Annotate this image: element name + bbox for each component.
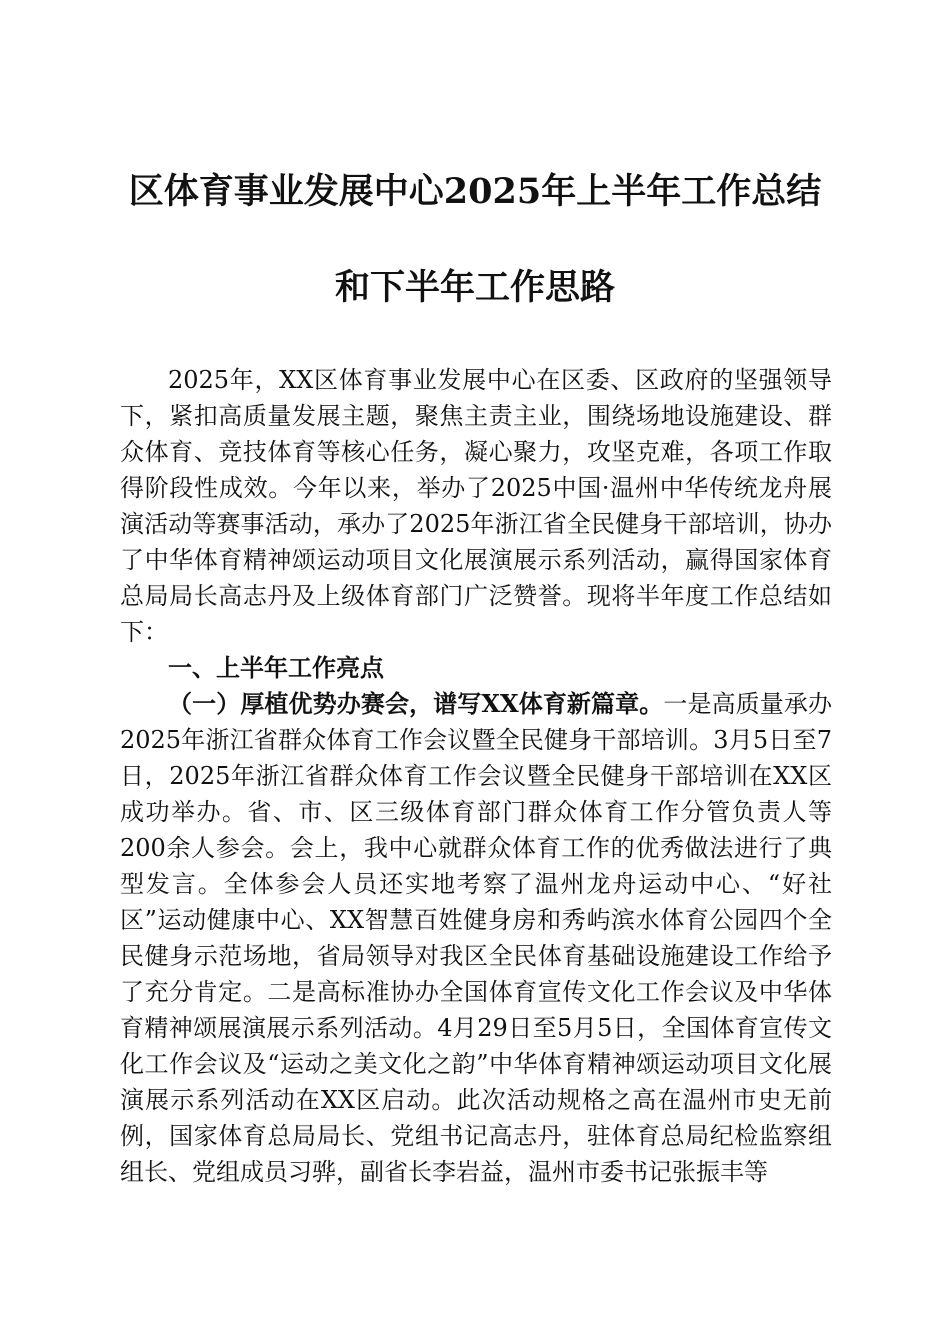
section-heading-1: 一、上半年工作亮点 — [168, 654, 384, 682]
document-body — [120, 362, 832, 1190]
document-title-line-1: 区体育事业发展中心2025年上半年工作总结 — [128, 171, 822, 212]
intro-paragraph: 2025年，XX区体育事业发展中心在区委、区政府的坚强领导下，紧扣高质量发展主题，聚焦主责主业，围绕场地设施建设、群众体育、竞技体育等核心任务，凝心聚力，攻坚克难，各项工作取得阶段性成效。今年以来，举办了2025中国·温州中华传统龙舟展演活动等赛事活动，承办了2025年浙江省全民健身干部培训，协办了中华体育精神颂运动项目文化展演展示系列活动，赢得国家体育总局局长高志丹及上级体育部门广泛赞誉。现将半年度工作总结如下： — [120, 366, 832, 646]
subsection-body-1: 一是高质量承办2025年浙江省群众体育工作会议暨全民健身干部培训。3月5日至7日，2025年浙江省群众体育工作会议暨全民健身干部培训在XX区成功举办。省、市、区三级体育部门群众体育工作分管负责人等200余人参会。会上，我中心就群众体育工作的优秀做法进行了典型发言。全体参会人员还实地考察了温州龙舟运动中心、“好社区”运动健康中心、XX智慧百姓健身房和秀屿滨水体育公园四个全民健身示范场地，省局领导对我区全民体育基础设施建设工作给予了充分肯定。二是高标准协办全国体育宣传文化工作会议及中华体育精神颂展演展示系列活动。4月29日至5月5日，全国体育宣传文化工作会议及“运动之美文化之韵”中华体育精神颂运动项目文化展演展示系列活动在XX区启动。此次活动规格之高在温州市史无前例，国家体育总局局长、党组书记高志丹，驻体育总局纪检监察组组长、党组成员习骅，副省长李岩益，温州市委书记张振丰等 — [120, 690, 832, 1186]
subsection-paragraph-1 — [120, 686, 832, 1190]
subsection-lead-1: （一）厚植优势办赛会，谱写XX体育新篇章。 — [168, 689, 664, 718]
document-title-line-2: 和下半年工作思路 — [334, 267, 615, 308]
